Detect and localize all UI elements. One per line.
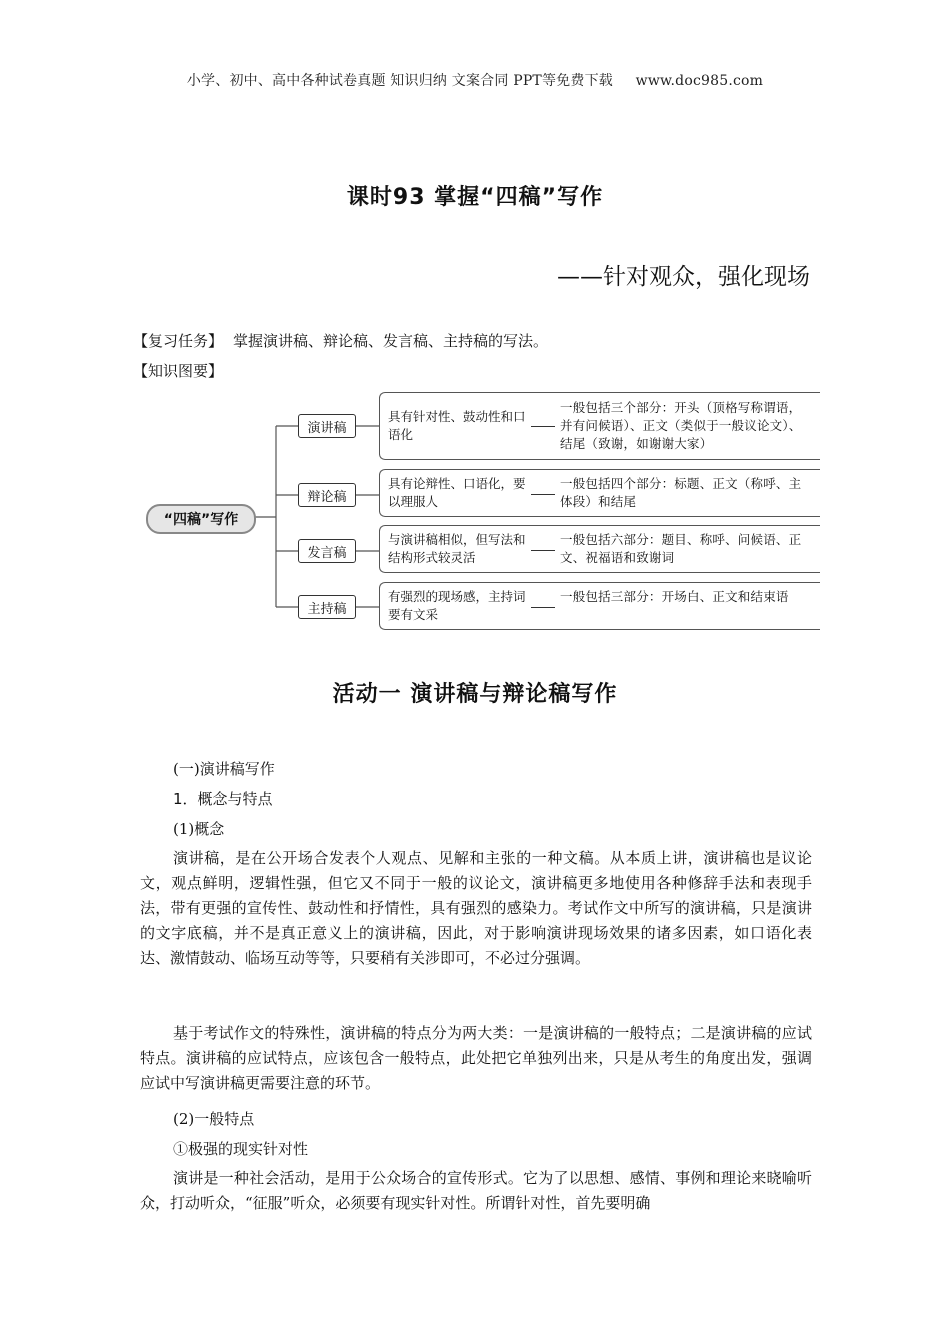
row-statement [379, 525, 820, 573]
lesson-subtitle: ——针对观众，强化现场 [557, 264, 810, 290]
point-heading: 1．概念与特点 [173, 790, 273, 808]
section-heading: (一)演讲稿写作 [173, 760, 275, 778]
dash-connector [531, 426, 555, 427]
trait-text: 具有论辩性、口语化，要以理服人 [388, 476, 526, 509]
paragraph-text: 演讲稿，是在公开场合发表个人观点、见解和主张的一种文稿。从本质上讲，演讲稿也是议论文，观点鲜明，逻辑性强，但它又不同于一般的议论文，演讲稿更多地使用各种修辞手法和表现手法，带有更强的宣传性、鼓动性和抒情性，具有强烈的感染力。考试作文中所写的演讲稿，只是演讲的文字底稿，并不是真正意义上的演讲稿，因此，对于影响演讲现场效果的诸多因素，如口语化表达、激情鼓动、临场互动等等，只要稍有关涉即可，不必过分强调。 [140, 849, 812, 967]
detail-text: 一般包括三个部分：开头（顶格写称谓语，并有问候语）、正文（类似于一般议论文）、结尾（致谢，如谢谢大家） [560, 400, 802, 451]
dash-connector [531, 550, 555, 551]
review-task [133, 330, 548, 351]
paragraph-categories [140, 1021, 812, 1096]
row-debate [379, 469, 820, 517]
trait-text: 具有针对性、鼓动性和口语化 [388, 409, 526, 442]
category-host: 主持稿 [298, 595, 356, 619]
item-heading: ①极强的现实针对性 [173, 1140, 309, 1158]
site-banner [0, 70, 950, 90]
dash-connector [531, 494, 555, 495]
row-speech [379, 392, 820, 460]
paragraph-text: 基于考试作文的特殊性，演讲稿的特点分为两大类：一是演讲稿的一般特点；二是演讲稿的应试特点。演讲稿的应试特点，应该包含一般特点，此处把它单独列出来，只是从考生的角度出发，强调应试中写演讲稿更需要注意的环节。 [140, 1024, 812, 1092]
root-node: “四稿”写作 [146, 504, 256, 534]
review-text: 掌握演讲稿、辩论稿、发言稿、主持稿的写法。 [233, 332, 549, 350]
review-tag: 【复习任务】 [133, 332, 224, 350]
row-host [379, 582, 820, 630]
detail-text: 一般包括三部分：开场白、正文和结束语 [560, 589, 789, 604]
detail-text: 一般包括六部分：题目、称呼、问候语、正文、祝福语和致谢词 [560, 532, 802, 565]
activity-title: 活动一 演讲稿与辩论稿写作 [332, 682, 618, 707]
knowledge-map-heading [133, 360, 223, 381]
dash-connector [531, 607, 555, 608]
banner-url[interactable]: www.doc985.com [635, 73, 764, 89]
banner-text: 小学、初中、高中各种试卷真题 知识归纳 文案合同 PPT等免费下载 [186, 73, 613, 89]
detail-text: 一般包括四个部分：标题、正文（称呼、主体段）和结尾 [560, 476, 802, 509]
paragraph-concept [140, 846, 812, 971]
paragraph-text: 演讲是一种社会活动，是用于公众场合的宣传形式。它为了以思想、感情、事例和理论来晓喻听众，打动听众，“征服”听众，必须要有现实针对性。所谓针对性，首先要明确 [140, 1169, 812, 1212]
trait-text: 与演讲稿相似，但写法和结构形式较灵活 [388, 532, 526, 565]
category-debate: 辩论稿 [298, 483, 356, 507]
sub-heading-concept: (1)概念 [173, 820, 225, 838]
knowledge-mind-map [130, 388, 810, 638]
map-tag: 【知识图要】 [133, 362, 224, 380]
category-statement: 发言稿 [298, 539, 356, 563]
category-speech: 演讲稿 [298, 414, 356, 438]
sub-heading-general: (2)一般特点 [173, 1110, 255, 1128]
lesson-title: 课时93 掌握“四稿”写作 [346, 185, 604, 210]
trait-text: 有强烈的现场感，主持词要有文采 [388, 589, 526, 622]
paragraph-relevance [140, 1166, 812, 1216]
